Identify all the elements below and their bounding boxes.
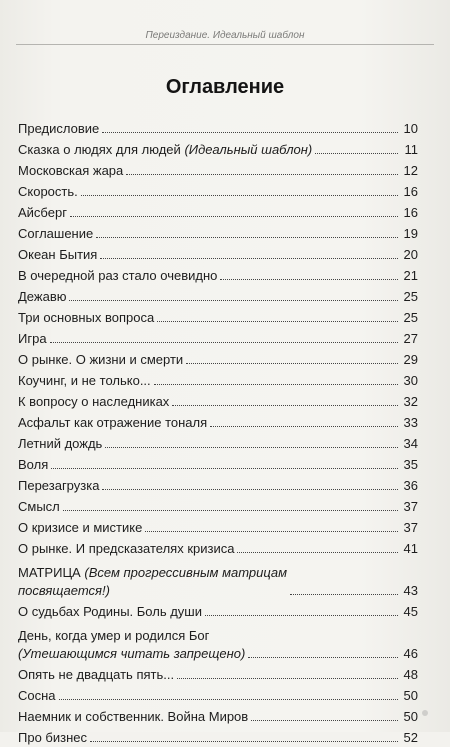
toc-entry-page: 29 xyxy=(403,352,418,367)
toc-entry[interactable] xyxy=(18,726,418,747)
dot-leader xyxy=(102,132,398,133)
toc-entry-title: Три основных вопроса xyxy=(18,310,155,325)
toc-entry-line-1 xyxy=(18,564,287,582)
toc-entry[interactable] xyxy=(18,243,418,264)
toc-entry-title: Опять не двадцать пять... xyxy=(18,667,175,682)
toc-entry-title: В очередной раз стало очевидно xyxy=(18,268,218,283)
toc-entry[interactable] xyxy=(18,138,418,159)
toc-entry-title: Воля xyxy=(18,457,49,472)
toc-entry[interactable] xyxy=(18,537,418,558)
toc-entry-page: 46 xyxy=(403,646,418,661)
toc-entry[interactable] xyxy=(18,516,418,537)
toc-entry-title: Игра xyxy=(18,331,47,346)
toc-entry-page: 25 xyxy=(403,289,418,304)
toc-entry[interactable] xyxy=(18,348,418,369)
dot-leader xyxy=(63,510,398,511)
toc-entry-page: 12 xyxy=(403,163,418,178)
toc-entry-page: 32 xyxy=(403,394,418,409)
toc-entry-page: 30 xyxy=(403,373,418,388)
dot-leader xyxy=(69,300,398,301)
toc-entry-page: 50 xyxy=(403,709,418,724)
toc-entry[interactable] xyxy=(18,222,418,243)
toc-entry-page: 34 xyxy=(403,436,418,451)
toc-entry[interactable] xyxy=(18,705,418,726)
toc-entry[interactable] xyxy=(18,663,418,684)
toc-entry-title: Асфальт как отражение тоналя xyxy=(18,415,208,430)
toc-entry-page: 48 xyxy=(403,667,418,682)
toc-entry-page: 35 xyxy=(403,457,418,472)
dot-leader xyxy=(248,657,398,658)
toc-entry-page: 36 xyxy=(403,478,418,493)
toc-entry-subtitle: (Всем прогрессивным матрицам xyxy=(84,565,288,580)
toc-entry-subtitle: (Идеальный шаблон) xyxy=(184,142,313,157)
header-rule xyxy=(16,44,434,45)
toc-entry[interactable] xyxy=(18,558,418,600)
toc-entry[interactable] xyxy=(18,159,418,180)
dot-leader xyxy=(105,447,398,448)
dot-leader xyxy=(96,237,398,238)
toc-entry-page: 50 xyxy=(403,688,418,703)
toc-entry-title: Коучинг, и не только... xyxy=(18,373,151,388)
toc-entry-page: 16 xyxy=(403,205,418,220)
toc-entry-page: 41 xyxy=(403,541,418,556)
dot-leader xyxy=(51,468,398,469)
dot-leader xyxy=(290,594,398,595)
toc-entry-title: К вопросу о наследниках xyxy=(18,394,170,409)
dot-leader xyxy=(157,321,398,322)
toc-entry[interactable] xyxy=(18,306,418,327)
toc-entry[interactable] xyxy=(18,201,418,222)
toc-entry[interactable] xyxy=(18,264,418,285)
dot-leader xyxy=(100,258,398,259)
dot-leader xyxy=(126,174,398,175)
dot-leader xyxy=(50,342,398,343)
dot-leader xyxy=(102,489,398,490)
dot-leader xyxy=(172,405,398,406)
toc-entry[interactable] xyxy=(18,600,418,621)
toc-entry-page: 10 xyxy=(403,121,418,136)
toc-entry-title-main: День, когда умер и родился Бог xyxy=(18,628,210,643)
toc-entry-page: 16 xyxy=(403,184,418,199)
dot-leader xyxy=(210,426,398,427)
toc-entry-page: 33 xyxy=(403,415,418,430)
toc-entry[interactable] xyxy=(18,495,418,516)
toc-entry-title: Океан Бытия xyxy=(18,247,98,262)
toc-entry-title-main: Сказка о людях для людей xyxy=(18,142,181,157)
toc-entry-page: 52 xyxy=(403,730,418,745)
toc-entry-title: Дежавю xyxy=(18,289,67,304)
toc-entry-title xyxy=(18,141,312,159)
toc-entry-title: Про бизнес xyxy=(18,730,87,745)
toc-entry-title: Айсберг xyxy=(18,205,67,220)
toc-entry[interactable] xyxy=(18,390,418,411)
dot-leader xyxy=(237,552,398,553)
dot-leader xyxy=(251,720,398,721)
toc-entry-title: Соглашение xyxy=(18,226,94,241)
toc-entry-page: 27 xyxy=(403,331,418,346)
toc-entry-subtitle-line-2: (Утешающимся читать запрещено) xyxy=(18,646,246,661)
dot-leader xyxy=(205,615,398,616)
toc-entry[interactable] xyxy=(18,180,418,201)
toc-entry[interactable] xyxy=(18,684,418,705)
toc-entry-title: О рынке. И предсказателях кризиса xyxy=(18,541,235,556)
toc-entry[interactable] xyxy=(18,369,418,390)
dot-leader xyxy=(154,384,398,385)
toc-entry-title xyxy=(18,627,245,663)
toc-entry[interactable] xyxy=(18,474,418,495)
page-corner-mark xyxy=(422,710,428,716)
toc-entry[interactable] xyxy=(18,453,418,474)
toc-entry[interactable] xyxy=(18,285,418,306)
dot-leader xyxy=(70,216,398,217)
toc-entry-page: 45 xyxy=(403,604,418,619)
dot-leader xyxy=(81,195,398,196)
toc-entry-page: 19 xyxy=(403,226,418,241)
toc-entry-title: Перезагрузка xyxy=(18,478,100,493)
table-of-contents xyxy=(18,117,418,747)
toc-entry-title: О кризисе и мистике xyxy=(18,520,143,535)
dot-leader xyxy=(220,279,398,280)
dot-leader xyxy=(177,678,398,679)
toc-entry-page: 25 xyxy=(403,310,418,325)
toc-entry-title: Смысл xyxy=(18,499,60,514)
toc-entry-subtitle-line-2: посвящается!) xyxy=(18,583,110,598)
toc-entry-title: Московская жара xyxy=(18,163,124,178)
toc-entry-title: Предисловие xyxy=(18,121,100,136)
toc-entry-title: Наемник и собственник. Война Миров xyxy=(18,709,249,724)
toc-entry-page: 11 xyxy=(404,142,418,157)
toc-entry-page: 21 xyxy=(403,268,418,283)
toc-entry[interactable] xyxy=(18,327,418,348)
toc-entry[interactable] xyxy=(18,432,418,453)
toc-entry[interactable] xyxy=(18,621,418,663)
toc-entry[interactable] xyxy=(18,411,418,432)
dot-leader xyxy=(90,741,398,742)
running-head: Переиздание. Идеальный шаблон xyxy=(145,30,305,41)
toc-title: Оглавление xyxy=(165,76,285,98)
toc-entry-title-main: МАТРИЦА xyxy=(18,565,81,580)
toc-entry-title: О рынке. О жизни и смерти xyxy=(18,352,184,367)
dot-leader xyxy=(145,531,398,532)
toc-entry-title: Сосна xyxy=(18,688,56,703)
toc-entry-title xyxy=(18,564,287,600)
toc-entry-page: 43 xyxy=(403,583,418,598)
dot-leader xyxy=(315,153,398,154)
toc-entry-page: 37 xyxy=(403,499,418,514)
toc-entry-page: 37 xyxy=(403,520,418,535)
dot-leader xyxy=(186,363,398,364)
toc-entry-title: О судьбах Родины. Боль души xyxy=(18,604,202,619)
dot-leader xyxy=(59,699,398,700)
toc-entry-page: 20 xyxy=(403,247,418,262)
toc-entry-title: Летний дождь xyxy=(18,436,103,451)
toc-entry-title: Скорость. xyxy=(18,184,78,199)
toc-entry[interactable] xyxy=(18,117,418,138)
